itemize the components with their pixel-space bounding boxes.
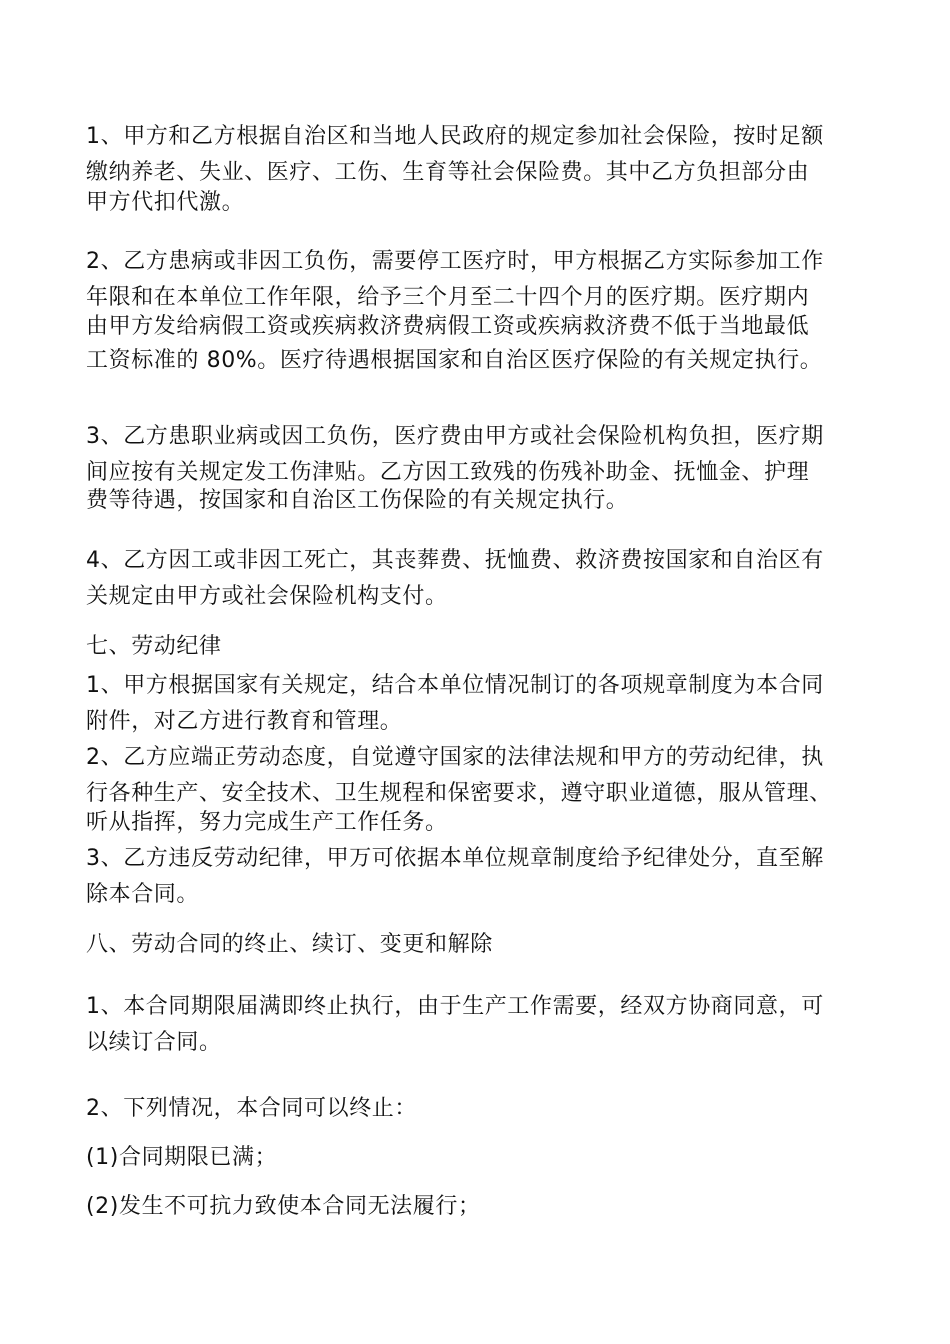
text-line: 缴纳养老、失业、医疗、工伤、生育等社会保险费。其中乙方负担部分由: [86, 160, 810, 185]
text-line: 2、乙方应端正劳动态度，自觉遵守国家的法律法规和甲方的劳动纪律，执: [86, 745, 824, 770]
text-line: 1、甲方和乙方根据自治区和当地人民政府的规定参加社会保险，按时足额: [86, 124, 824, 149]
text-line: 2、乙方患病或非因工负伤，需要停工医疗时，甲方根据乙方实际参加工作: [86, 249, 824, 274]
text-line: 听从指挥，努力完成生产工作任务。: [86, 810, 448, 835]
text-line: 附件，对乙方进行教育和管理。: [86, 709, 403, 734]
text-line: 4、乙方因工或非因工死亡，其丧葬费、抚恤费、救济费按国家和自治区有: [86, 548, 824, 573]
section-heading: 八、劳动合同的终止、续订、变更和解除: [86, 932, 493, 957]
text-line: 3、乙方患职业病或因工负伤，医疗费由甲方或社会保险机构负担，医疗期: [86, 424, 824, 449]
text-line: 工资标准的 80%。医疗待遇根据国家和自治区医疗保险的有关规定执行。: [86, 348, 823, 373]
section-heading: 七、劳动纪律: [86, 634, 222, 659]
list-item: (2)发生不可抗力致使本合同无法履行；: [86, 1194, 481, 1219]
text-line: 除本合同。: [86, 882, 200, 907]
text-line: 由甲方发给病假工资或疾病救济费病假工资或疾病救济费不低于当地最低: [86, 314, 810, 339]
text-line: 年限和在本单位工作年限，给予三个月至二十四个月的医疗期。医疗期内: [86, 285, 810, 310]
text-line: 甲方代扣代激。: [86, 190, 245, 215]
text-line: 1、本合同期限届满即终止执行，由于生产工作需要，经双方协商同意，可: [86, 994, 824, 1019]
text-line: 3、乙方违反劳动纪律，甲万可依据本单位规章制度给予纪律处分，直至解: [86, 846, 824, 871]
text-line: 行各种生产、安全技术、卫生规程和保密要求，遵守职业道德，服从管理、: [86, 781, 832, 806]
text-line: 间应按有关规定发工伤津贴。乙方因工致残的伤残补助金、抚恤金、护理: [86, 460, 810, 485]
text-line: 1、甲方根据国家有关规定，结合本单位情况制订的各项规章制度为本合同: [86, 673, 824, 698]
text-line: 费等待遇，按国家和自治区工伤保险的有关规定执行。: [86, 488, 629, 513]
text-line: 关规定由甲方或社会保险机构支付。: [86, 584, 448, 609]
list-item: (1)合同期限已满；: [86, 1145, 278, 1170]
text-line: 以续订合同。: [86, 1030, 222, 1055]
text-line: 2、下列情况，本合同可以终止：: [86, 1096, 417, 1121]
